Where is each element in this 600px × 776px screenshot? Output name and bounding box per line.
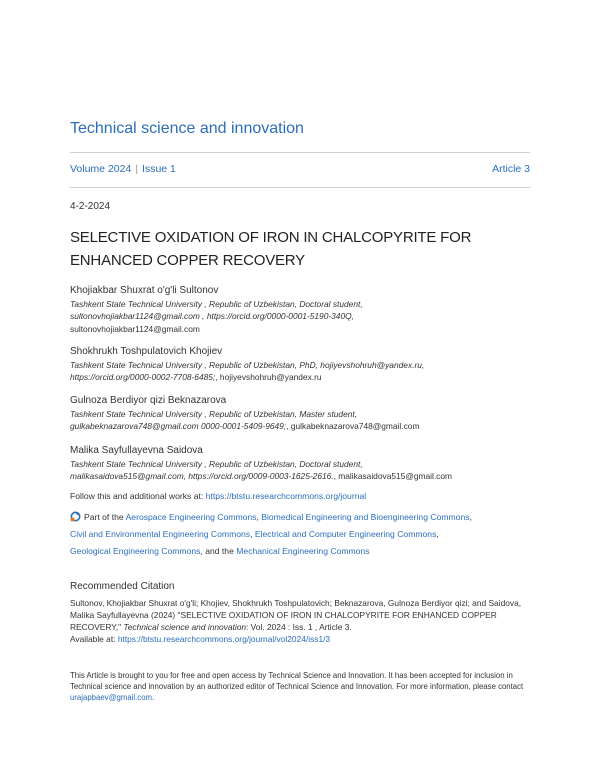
author-affiliation: Tashkent State Technical University , Republic of Uzbekistan, Doctoral student,: [70, 299, 363, 309]
volume-link[interactable]: Volume 2024: [70, 163, 132, 175]
volume-divider: [70, 187, 530, 188]
article-link[interactable]: Article 3: [492, 163, 530, 175]
access-notice: This Article is brought to you for free and open access by Technical Science and Innovation. It has been accepted for inclusion in Technical science and innovation by an authorized editor of Technical Science and Innovation. For more information, please contact urajapbaev@gmail.com.: [70, 671, 524, 702]
commons-link[interactable]: Geological Engineering Commons: [70, 546, 201, 556]
contact-email-link[interactable]: urajapbaev@gmail.com: [70, 692, 153, 702]
author-block: [70, 394, 540, 433]
citation-heading: Recommended Citation: [70, 581, 175, 592]
commons-link[interactable]: Aerospace Engineering Commons: [125, 512, 257, 522]
publication-date: 4-2-2024: [70, 201, 111, 212]
commons-link[interactable]: Mechanical Engineering Commons: [236, 546, 370, 556]
author-affiliation: malikasaidova515@gmail.com, https://orcid.org/0009-0003-1625-2616., malikasaidova515@gmail.com: [70, 471, 452, 482]
author-name: Shokhrukh Toshpulatovich Khojiev: [70, 346, 223, 357]
author-affiliation: gulkabeknazarova748@gmail.com 0000-0001-5409-9649;, gulkabeknazarova748@gmail.com: [70, 421, 420, 432]
author-affiliation: Tashkent State Technical University , Republic of Uzbekistan, PhD, hojiyevshohruh@yandex.ru,: [70, 360, 425, 370]
network-commons-icon: [70, 511, 81, 522]
commons-link[interactable]: Biomedical Engineering and Bioengineering Commons: [261, 512, 470, 522]
author-affiliation: Tashkent State Technical University , Republic of Uzbekistan, Doctoral student,: [70, 459, 363, 469]
author-affiliation: sultonovhojiakbar1124@gmail.com , https://orcid.org/0000-0001-5190-340Q,: [70, 311, 354, 322]
author-affiliation: https://orcid.org/0000-0002-7708-6485;, hojiyevshohruh@yandex.ru: [70, 372, 322, 383]
commons-link[interactable]: Civil and Environmental Engineering Commons: [70, 529, 251, 539]
author-block: [70, 345, 540, 384]
title-line: ENHANCED COPPER RECOVERY: [70, 252, 305, 269]
volume-line: [70, 163, 530, 175]
author-block: [70, 444, 540, 483]
follow-line: Follow this and additional works at: https://btstu.researchcommons.org/journal: [70, 491, 367, 501]
citation-url-link[interactable]: https://btstu.researchcommons.org/journal/vol2024/iss1/3: [117, 634, 331, 644]
author-name: Gulnoza Berdiyor qizi Beknazarova: [70, 395, 227, 406]
author-name: Khojiakbar Shuxrat o'g'li Sultonov: [70, 285, 219, 296]
header-divider: [70, 152, 530, 153]
title-line: SELECTIVE OXIDATION OF IRON IN CHALCOPYRITE FOR: [70, 229, 472, 246]
commons-link[interactable]: Electrical and Computer Engineering Commons: [254, 529, 437, 539]
author-affiliation: Tashkent State Technical University , Republic of Uzbekistan, Master student,: [70, 409, 358, 419]
article-title: [70, 226, 520, 272]
journal-url-link[interactable]: https://btstu.researchcommons.org/journal: [205, 491, 367, 501]
issue-link[interactable]: Issue 1: [142, 163, 176, 175]
author-block: [70, 284, 540, 335]
journal-title[interactable]: Technical science and innovation: [70, 120, 304, 137]
author-email: sultonovhojiakbar1124@gmail.com: [70, 323, 200, 334]
separator: |: [135, 163, 139, 175]
author-name: Malika Sayfullayevna Saidova: [70, 445, 203, 456]
commons-list: Part of the Aerospace Engineering Commons, Biomedical Engineering and Bioengineering Commons, Civil and Environmental Engineering Commons, Electrical and Computer Engineering Commons, Geological Engineering Commons, and the Mechanical Engineering Commons: [70, 512, 472, 556]
citation-body: Sultonov, Khojiakbar Shuxrat o'g'li; Khojiev, Shokhrukh Toshpulatovich; Beknazarova, Gulnoza Berdiyor qizi; and Saidova, Malika Sayfullayevna (2024) "SELECTIVE OXIDATION OF IRON IN CHALCOPYRITE FOR ENHANCED COPPER RECOVERY," Technical science and innovation: Vol. 2024 : Iss. 1 , Article 3. Available at: https://btstu.researchcommons.org/journal/vol2024/iss1/3: [70, 598, 522, 644]
